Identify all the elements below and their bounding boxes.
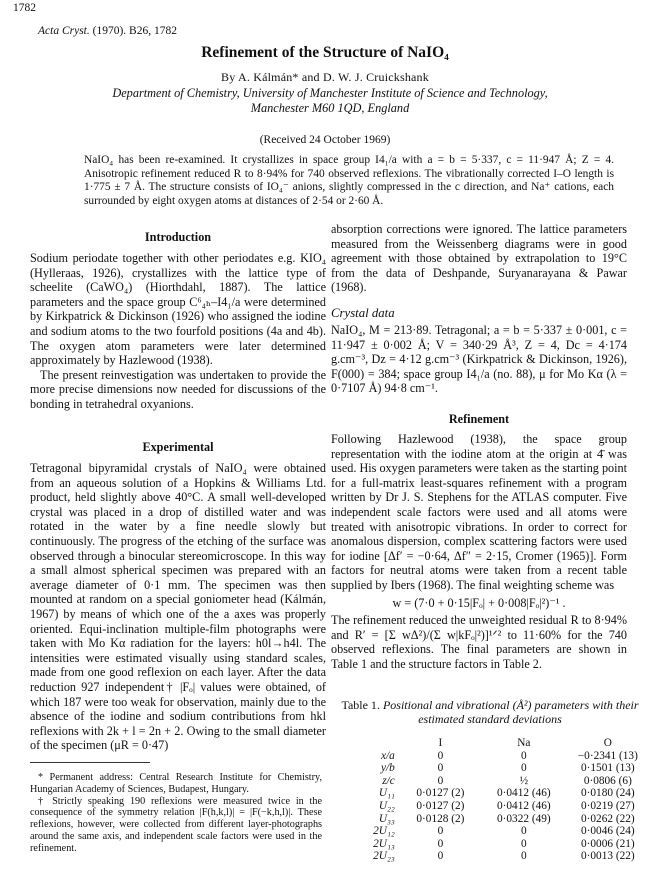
weighting-equation: w = (7·0 + 0·15|Fₒ| + 0·008|Fₒ|²)⁻¹ . — [392, 595, 566, 610]
abstract: NaIO₄ has been re-examined. It crystallizes in space group I4₁/a with a = b = 5·337, c = 11·947 Å; Z = 4. Anisotropic refinement reduced R to 8·94% for 740 observed reflexions. The vibrationally corrected I–O length is 1·775 ± 7 Å. The structure consists of IO₄⁻ anions, slightly compressed in the c direction, and Na⁺ cations, each surrounded by eight oxygen atoms at distances of 2·54 or 2·60 Å. — [84, 154, 614, 207]
table-cell: 0·0128 (2) — [416, 812, 465, 825]
refinement-body — [331, 432, 627, 672]
table-header-cell: Na — [517, 737, 531, 749]
table-row — [358, 800, 650, 813]
table-header-cell — [358, 737, 399, 750]
table-cell: 0 — [437, 762, 444, 775]
parameters-table — [358, 737, 650, 863]
table-cell: z/c — [382, 774, 395, 787]
table-cell: 0·0412 (46) — [497, 799, 551, 812]
table-cell: 0 — [521, 837, 527, 850]
table-cell: 0·0322 (49) — [497, 812, 551, 825]
table-cell: 0·0262 (22) — [581, 812, 635, 825]
footnote-rule — [30, 762, 150, 763]
table-caption — [340, 698, 640, 726]
table-row — [358, 787, 650, 800]
table-cell: 0·0127 (2) — [416, 799, 465, 812]
table-cell: −0·2341 (13) — [577, 749, 638, 762]
authors: By A. Kálmán* and D. W. J. Cruickshank — [221, 70, 429, 84]
table-cell: 0·0013 (22) — [581, 850, 635, 863]
table-cell: x/a — [381, 749, 395, 762]
table-cell: U₃₃ — [378, 812, 395, 825]
table-header-row — [358, 737, 650, 750]
affiliation — [60, 86, 600, 116]
journal-name: Acta Cryst. — [38, 25, 90, 37]
footnote: * Permanent address: Central Research Institute for Chemistry, Hungarian Academy of Sciences, Budapest, Hungary. — [30, 772, 322, 795]
table-cell: 0 — [437, 749, 444, 762]
table-row — [358, 775, 650, 788]
paragraph: absorption corrections were ignored. The lattice parameters measured from the Weissenberg diagrams were in good agreement with those obtained by extrapolation to 19°C from the data of Deshpande, Suryanarayana & Pawar (1968). — [331, 222, 627, 295]
table-caption-text: Positional and vibrational (Å²) parameters with their estimated standard deviations — [382, 698, 639, 726]
table-cell: 0·0127 (2) — [416, 787, 465, 800]
section-heading-crystal-data: Crystal data — [331, 306, 395, 320]
section-heading-introduction: Introduction — [144, 230, 212, 244]
table-cell: 0 — [521, 749, 527, 762]
paragraph: NaIO₄, M = 213·89. Tetragonal; a = b = 5·337 ± 0·001, c = 11·947 ± 0·002 Å; V = 340·29 Å³, Z = 4, Dc = 4·174 g.cm⁻³, Dz = 4·12 g.cm⁻³ (Kirkpatrick & Dickinson, 1926), F(000) = 384; space group I4₁/a (no. 88), μ for Mo Kα (λ = 0·7107 Å) 94·8 cm⁻¹. — [331, 323, 627, 396]
journal-citation — [38, 25, 177, 37]
table-cell: 0 — [521, 850, 527, 863]
table-row — [358, 850, 650, 863]
table-cell: ½ — [519, 774, 529, 787]
footnotes — [30, 772, 322, 855]
table-cell: 0·0180 (24) — [581, 787, 635, 800]
table-cell: 2U₁₂ — [373, 825, 395, 838]
table-cell: 0 — [521, 762, 527, 775]
affiliation-line: Manchester M60 1QD, England — [250, 101, 410, 115]
table-caption-prefix: Table 1. — [341, 698, 383, 712]
table-cell: 0·0046 (24) — [581, 825, 635, 838]
table-header-cell: I — [438, 737, 443, 749]
journal-volume: (1970). B26, 1782 — [89, 25, 177, 37]
table-cell: 0·1501 (13) — [581, 762, 635, 775]
paragraph: The refinement reduced the unweighted residual R to 8·94% and R′ = [Σ wΔ²)/(Σ w|kFₒ|²)]¹ᐟ² to 11·60% for the 740 observed reflexions. The final parameters are shown in Table 1 and the structure factors in Table 2. — [331, 613, 627, 671]
table-row — [358, 762, 650, 775]
table-cell: U₁₁ — [378, 787, 395, 800]
table-cell: 0 — [437, 825, 444, 838]
table-cell: 0 — [437, 837, 444, 850]
table-row — [358, 750, 650, 763]
section-heading-experimental: Experimental — [142, 440, 214, 454]
table-cell: y/b — [381, 762, 395, 775]
table-cell: 0·0219 (27) — [581, 799, 635, 812]
table-cell: 0·0412 (46) — [497, 787, 551, 800]
table-cell: 0 — [437, 774, 444, 787]
section-heading-refinement: Refinement — [448, 412, 510, 426]
table-cell: 0 — [521, 825, 527, 838]
table-cell: 0·0806 (6) — [583, 774, 632, 787]
table-cell: U₂₂ — [378, 799, 395, 812]
paragraph: Tetragonal bipyramidal crystals of NaIO₄ were obtained from an aqueous solution of a Hopkins & Williams Ltd. product, held slightly above 40°C. A small well-developed crystal was placed in a drop of distilled water and was rotated in the water by a fine needle slowly but continuously. The progress of the etching of the surface was observed through a binocular stereomicroscope. In this way a small almost spherical specimen was prepared with an average diameter of 0·1 mm. The specimen was then mounted at random on a special goniometer head (Kálmán, 1967) by means of which one of the a axes was properly oriented. Equi-inclination multiple-film photographs were taken with Mo Kα radiation for the layers: h0l→h4l. The intensities were estimated visually using standard scales, made from one good reflexion on each layer. After the data reduction 927 independent† |Fₒ| values were obtained, of which 187 were too weak for observation, mainly due to the absence of the iodine and sodium contributions from hkl reflexions with 2k + l = 2n + 2. Owing to the small diameter of the specimen (μR = 0·47) — [30, 461, 326, 753]
paper-title: Refinement of the Structure of NaIO₄ — [201, 44, 449, 61]
table-row — [358, 813, 650, 826]
absorption-paragraph — [331, 222, 627, 295]
table-header-cell: O — [603, 737, 612, 749]
paragraph: Following Hazlewood (1938), the space group representation with the iodine atom at the origin at 4̄ was used. His oxygen parameters were taken as the starting point for a full-matrix least-squares refinement with a program written by Dr J. S. Stephens for the ATLAS computer. Five independent scale factors were used and all atoms were treated with anisotropic vibrations. In order to correct for anomalous dispersion, complex scattering factors were used for iodine [Δf′ = −0·64, Δf″ = 2·15, Cromer (1965)]. Form factors for neutral atoms were taken from a recent table supplied by Ibers (1968). The final weighting scheme was — [331, 432, 627, 592]
table-cell: 0·0006 (21) — [581, 837, 635, 850]
affiliation-line: Department of Chemistry, University of Manchester Institute of Science and Technology, — [112, 86, 548, 100]
introduction-body — [30, 251, 326, 412]
received-date: (Received 24 October 1969) — [259, 134, 391, 146]
table-cell: 0 — [437, 850, 444, 863]
table-row — [358, 825, 650, 838]
table-row — [358, 838, 650, 851]
table-cell: 2U₁₃ — [373, 837, 395, 850]
crystal-data-body — [331, 323, 627, 396]
paragraph: Sodium periodate together with other periodates e.g. KIO₄ (Hylleraas, 1926), crystallizes with the lattice type of scheelite (CaWO₄) (Hiorthdahl, 1887). The lattice parameters and the space group C⁶₄ₕ–I4₁/a were determined by Kirkpatrick & Dickinson (1926) who assigned the iodine and sodium atoms to the two fourfold positions (4a and 4b). The oxygen atom parameters were later determined approximately by Hazlewood (1938). — [30, 251, 326, 368]
table-cell: 2U₂₃ — [373, 850, 395, 863]
footnote: † Strictly speaking 190 reflexions were measured twice in the consequence of the symmetry relation |F(h,k,l)| = |F(−k,h,l)|. These reflexions, however, were collected from different layer-photographs around the same axis, and independent scale factors were used in the refinement. — [30, 795, 322, 854]
paragraph: The present reinvestigation was undertaken to provide the more precise dimensions now needed for discussions of the bonding in tetrahedral oxyanions. — [30, 367, 326, 411]
experimental-body — [30, 461, 326, 753]
page-number: 1782 — [13, 2, 36, 14]
